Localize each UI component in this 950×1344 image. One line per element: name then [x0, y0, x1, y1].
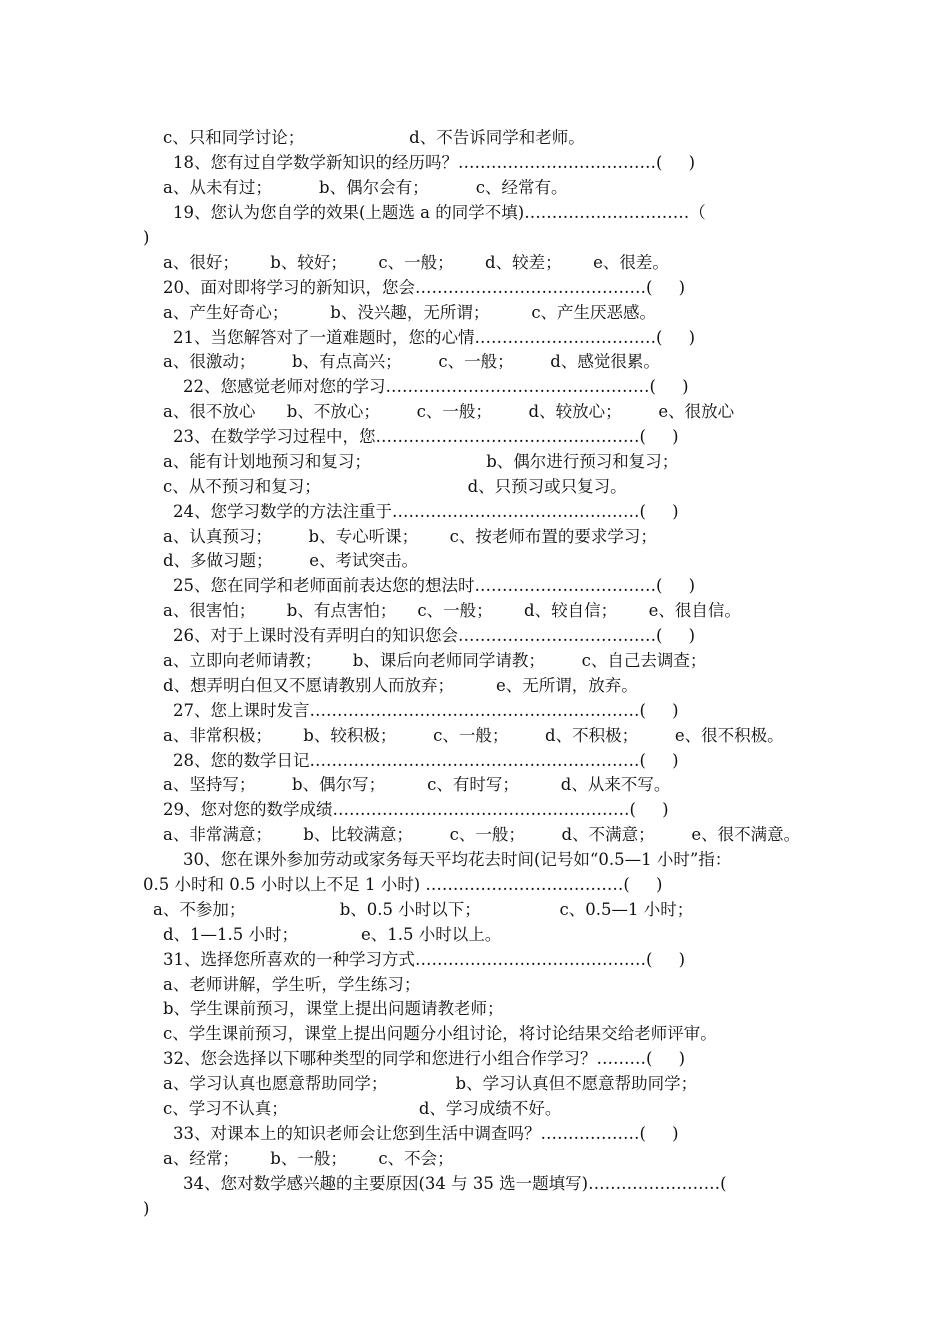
options-19: a、很好； b、较好； c、一般； d、较差； e、很差。: [163, 253, 669, 272]
options-23-cd: c、从不预习和复习； d、只预习或只复习。: [163, 477, 627, 496]
question-29: 29、您对您的数学成绩………………………………………………( ): [163, 800, 669, 819]
options-30-abc: a、不参加； b、0.5 小时以下； c、0.5—1 小时；: [153, 900, 694, 919]
options-20: a、产生好奇心； b、没兴趣，无所谓； c、产生厌恶感。: [163, 303, 657, 322]
options-33: a、经常； b、一般； c、不会；: [163, 1149, 454, 1168]
question-33: 33、对课本上的知识老师会让您到生活中调查吗？………………( ): [173, 1124, 679, 1143]
question-31: 31、选择您所喜欢的一种学习方式……………………………………( ): [163, 950, 686, 969]
question-30-wrap: 0.5 小时和 0.5 小时以上不足 1 小时) ………………………………( ): [143, 875, 663, 894]
question-26: 26、对于上课时没有弄明白的知识您会………………………………( ): [173, 626, 696, 645]
options-27: a、非常积极； b、较积极； c、一般； d、不积极； e、很不积极。: [163, 726, 784, 745]
question-27: 27、您上课时发言……………………………………………………( ): [173, 701, 679, 720]
options-22: a、很不放心 b、不放心； c、一般； d、较放心； e、很放心: [163, 402, 735, 421]
question-22: 22、您感觉老师对您的学习…………………………………………( ): [183, 377, 689, 396]
options-28: a、坚持写； b、偶尔写； c、有时写； d、从来不写。: [163, 775, 671, 794]
options-18: a、从未有过； b、偶尔会有； c、经常有。: [163, 178, 568, 197]
options-32-cd: c、学习不认真； d、学习成绩不好。: [163, 1099, 562, 1118]
options-24-abc: a、认真预习； b、专心听课； c、按老师布置的要求学习；: [163, 527, 657, 546]
options-23-ab: a、能有计划地预习和复习； b、偶尔进行预习和复习；: [163, 452, 679, 471]
option-31c: c、学生课前预习，课堂上提出问题分小组讨论，将讨论结果交给老师评审。: [163, 1024, 717, 1043]
question-32: 32、您会选择以下哪种类型的同学和您进行小组合作学习？………( ): [163, 1049, 686, 1068]
options-26-de: d、想弄明白但又不愿请教别人而放弃； e、无所谓，放弃。: [163, 676, 638, 695]
option-line-17c: c、只和同学讨论； d、不告诉同学和老师。: [163, 128, 585, 147]
question-20: 20、面对即将学习的新知识，您会……………………………………( ): [163, 278, 686, 297]
question-25: 25、您在同学和老师面前表达您的想法时……………………………( ): [173, 576, 696, 595]
options-32-ab: a、学习认真也愿意帮助同学； b、学习认真但不愿意帮助同学；: [163, 1074, 698, 1093]
question-23: 23、在数学学习过程中，您…………………………………………( ): [173, 427, 679, 446]
question-34-wrap: ): [143, 1199, 150, 1218]
question-19-wrap: ): [143, 228, 150, 247]
question-24: 24、您学习数学的方法注重于………………………………………( ): [173, 502, 679, 521]
options-25: a、很害怕； b、有点害怕； c、一般； d、较自信； e、很自信。: [163, 601, 741, 620]
options-30-de: d、1—1.5 小时； e、1.5 小时以上。: [163, 925, 502, 944]
question-30: 30、您在课外参加劳动或家务每天平均花去时间(记号如“0.5—1 小时”指：: [183, 850, 732, 869]
options-24-de: d、多做习题； e、考试突击。: [163, 551, 419, 570]
options-29: a、非常满意； b、比较满意； c、一般； d、不满意； e、很不满意。: [163, 825, 801, 844]
option-31a: a、老师讲解，学生听，学生练习；: [163, 975, 421, 994]
question-18: 18、您有过自学数学新知识的经历吗？………………………………( ): [173, 153, 696, 172]
options-26-abc: a、立即向老师请教； b、课后向老师同学请教； c、自己去调查；: [163, 651, 707, 670]
question-28: 28、您的数学日记……………………………………………………( ): [173, 751, 679, 770]
question-21: 21、当您解答对了一道难题时，您的心情……………………………( ): [173, 328, 696, 347]
option-31b: b、学生课前预习，课堂上提出问题请教老师；: [163, 999, 504, 1018]
question-34: 34、您对数学感兴趣的主要原因(34 与 35 选一题填写)……………………(: [183, 1174, 727, 1193]
question-19: 19、您认为您自学的效果(上题选 a 的同学不填)…………………………（: [173, 203, 706, 222]
options-21: a、很激动； b、有点高兴； c、一般； d、感觉很累。: [163, 352, 660, 371]
